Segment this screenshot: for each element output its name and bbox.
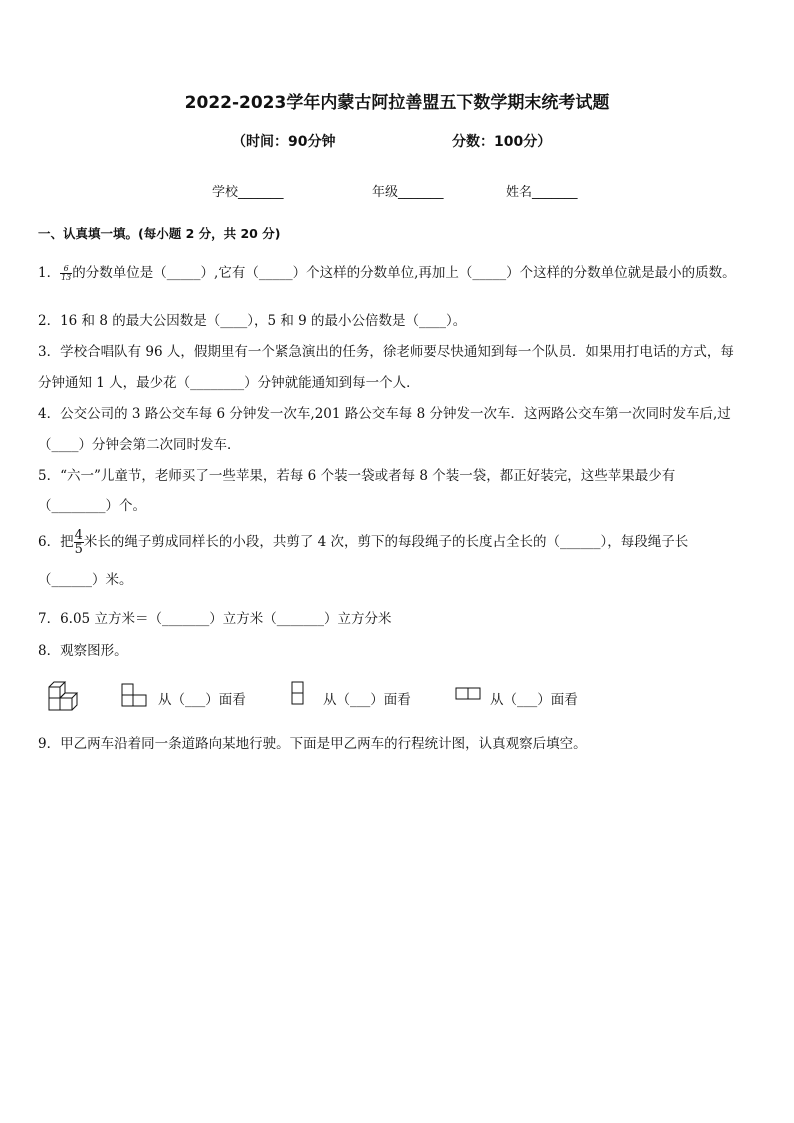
question-3-line-1: 3．学校合唱队有 96 人，假期里有一个紧急演出的任务，徐老师要尽快通知到每一个队员．如果用打电话的方式，每 [38,344,734,360]
question-2: 2．16 和 8 的最大公因数是（____），5 和 9 的最小公倍数是（____）。 [38,313,467,329]
fraction-6-13 [60,265,72,282]
grade-field: 年级_______ [372,185,444,200]
view-figure-2 [290,680,310,710]
fraction-4-5 [74,529,84,556]
fraction-denominator: 5 [74,542,83,557]
question-5-line-1: 5．“六一”儿童节，老师买了一些苹果，若每 6 个装一袋或者每 8 个装一袋，都正好装完，这些苹果最少有 [38,468,676,484]
exam-score: 分数：100分） [452,134,552,150]
exam-time: （时间：90分钟 [232,134,336,150]
question-1 [38,265,736,282]
view-figure-3 [454,680,484,710]
question-6-prefix: 6．把 [38,534,74,550]
view-label-1: 从（___）面看 [158,692,246,708]
question-9: 9．甲乙两车沿着同一条道路向某地行驶。下面是甲乙两车的行程统计图，认真观察后填空。 [38,736,587,752]
question-5-line-2: （________）个。 [38,498,146,514]
fraction-numerator: 6 [60,265,72,274]
fraction-numerator: 4 [74,528,83,543]
question-6 [38,529,688,556]
question-7: 7．6.05 立方米＝（_______）立方米（_______）立方分米 [38,611,392,627]
view-label-3: 从（___）面看 [490,692,578,708]
view-figure-1 [120,680,150,710]
question-3-line-2: 分钟通知 1 人，最少花（________）分钟就能通知到每一个人． [38,375,420,391]
school-field: 学校_______ [212,185,284,200]
cube-stack-figure [46,680,80,714]
fraction-denominator: 13 [61,273,72,282]
question-6-line-2: （______）米。 [38,572,133,588]
question-8: 8．观察图形。 [38,643,128,659]
exam-title: 2022-2023学年内蒙古阿拉善盟五下数学期末统考试题 [184,93,610,113]
question-4-line-2: （____）分钟会第二次同时发车． [38,437,241,453]
section-heading: 一、认真填一填。(每小题 2 分，共 20 分) [38,226,281,241]
name-field: 姓名_______ [506,185,578,200]
question-6-text: 米长的绳子剪成同样长的小段，共剪了 4 次，剪下的每段绳子的长度占全长的（______），每段绳子长 [83,534,689,550]
question-4-line-1: 4．公交公司的 3 路公交车每 6 分钟发一次车,201 路公交车每 8 分钟发一次车．这两路公交车第一次同时发车后,过 [38,406,731,422]
question-1-text: 的分数单位是（_____）,它有（_____）个这样的分数单位,再加上（_____）个这样的分数单位就是最小的质数。 [72,265,736,281]
question-1-number: 1． [38,265,61,281]
view-label-2: 从（___）面看 [323,692,411,708]
